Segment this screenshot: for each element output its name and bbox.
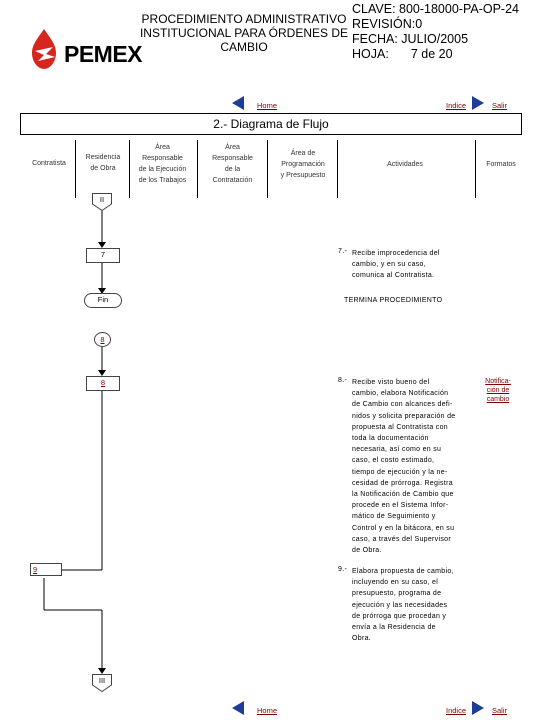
offpage-connector-top: II bbox=[92, 193, 112, 211]
activity-7-text: Recibe improcedencia del cambio, y en su caso, comunica al Contratista. bbox=[352, 250, 440, 280]
home-link-bottom[interactable]: Home bbox=[257, 706, 278, 715]
fin-terminator: Fin bbox=[84, 293, 122, 308]
col-area-ejecucion: Área Responsable de la Ejecución de los Trabajos bbox=[138, 144, 187, 184]
activity-7-number: 7.- bbox=[338, 248, 348, 255]
activity-8-text: Recibe visto bueno del cambio, elabora Notificación de Cambio con alcances defi- nidos y solicita preparación de propuesta al Contratista con toda la documentación necesaria, así como en su caso, el costo estimado, tiempo de ejecución y la ne- cesidad de prórroga. Registra la Notificación de Cambio que procede en el Sistema Infor- mático de Seguimiento y Control y en la bitácora, en su caso, a través del Supervisor de Obra. bbox=[352, 379, 456, 555]
home-link[interactable]: Home bbox=[257, 101, 278, 110]
hoja: HOJA: 7 de 20 bbox=[352, 47, 453, 61]
document-title: PROCEDIMIENTO ADMINISTRATIVO INSTITUCIONAL PARA ÓRDENES DE CAMBIO bbox=[139, 12, 349, 54]
activity-8-number: 8.- bbox=[338, 377, 348, 384]
formato-notificacion-cambio-link[interactable]: Notifica- ción de cambio bbox=[485, 378, 511, 403]
prev-arrow-icon[interactable] bbox=[232, 701, 244, 715]
termina-procedimiento: TERMINA PROCEDIMIENTO bbox=[344, 297, 443, 304]
step-7-box: 7 bbox=[86, 248, 120, 263]
offpage-connector-bottom: III bbox=[92, 674, 112, 692]
step-8-box[interactable]: 8 bbox=[86, 376, 120, 391]
col-formatos: Formatos bbox=[486, 161, 516, 168]
fecha: FECHA: JULIO/2005 bbox=[352, 32, 469, 46]
next-arrow-icon[interactable] bbox=[472, 701, 484, 715]
indice-link-bottom[interactable]: Indice bbox=[446, 706, 467, 715]
col-contratista: Contratista bbox=[32, 160, 66, 167]
step-9-box[interactable]: 9 bbox=[30, 563, 62, 576]
connector-8[interactable]: 8 bbox=[94, 332, 111, 347]
company-logo-text: PEMEX bbox=[64, 41, 143, 67]
clave: CLAVE: 800-18000-PA-OP-24 bbox=[352, 2, 519, 16]
revision: REVISIÓN:0 bbox=[352, 17, 423, 31]
activity-9-text: Elabora propuesta de cambio, incluyendo en su caso, el presupuesto, programa de ejecución y las necesidades de prórroga que procedan y envía a la Residencia de Obra. bbox=[352, 568, 454, 643]
col-residencia: Residencia de Obra bbox=[85, 154, 121, 172]
section-title: 2.- Diagrama de Flujo bbox=[20, 113, 522, 135]
activity-9-number: 9.- bbox=[338, 566, 348, 573]
salir-link[interactable]: Salir bbox=[492, 101, 508, 110]
col-area-contratacion: Área Responsable de la Contratación bbox=[212, 144, 253, 184]
salir-link-bottom[interactable]: Salir bbox=[492, 706, 508, 715]
col-area-programacion: Área de Programación y Presupuesto bbox=[280, 150, 326, 179]
col-actividades: Actividades bbox=[387, 161, 423, 168]
indice-link[interactable]: Indice bbox=[446, 101, 467, 110]
